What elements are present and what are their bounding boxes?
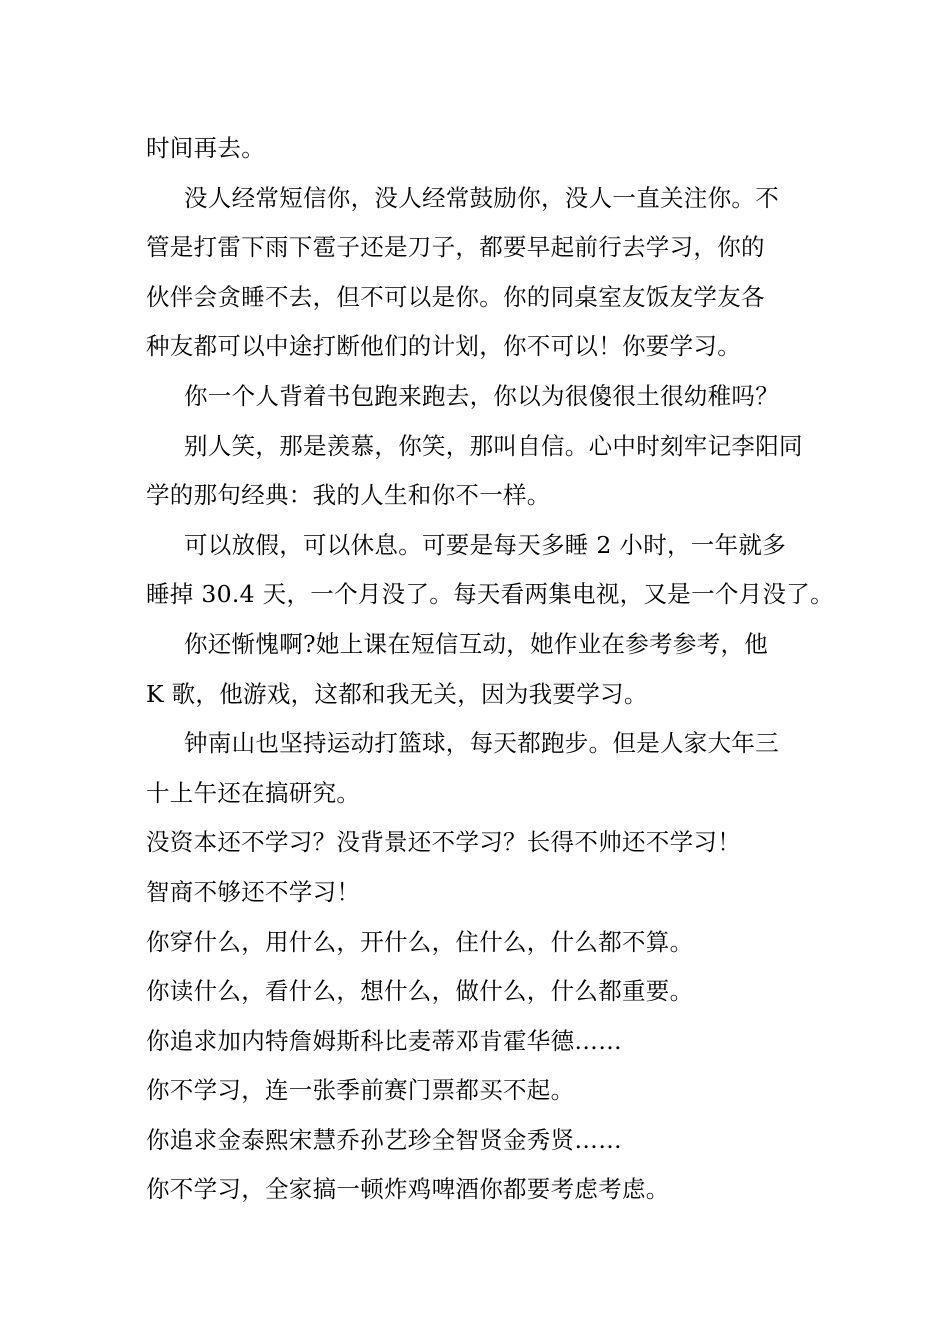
text-line: 智商不够还不学习！ <box>146 877 361 906</box>
text-line: 你追求加内特詹姆斯科比麦蒂邓肯霍华德…… <box>146 1026 622 1055</box>
body-text <box>146 124 834 1215</box>
text-line: 种友都可以中途打断他们的计划，你不可以！你要学习。 <box>146 332 741 361</box>
text-line: 你穿什么，用什么，开什么，住什么，什么都不算。 <box>146 927 694 956</box>
text-line: K 歌，他游戏，这都和我无关，因为我要学习。 <box>146 679 648 708</box>
text-line: 十上午还在搞研究。 <box>146 778 361 807</box>
text-line: 睡掉 30.4 天，一个月没了。每天看两集电视，又是一个月没了。 <box>146 580 834 609</box>
text-line: 你读什么，看什么，想什么，做什么，什么都重要。 <box>146 977 694 1006</box>
text-line: 管是打雷下雨下雹子还是刀子，都要早起前行去学习，你的 <box>146 233 765 262</box>
text-line: 可以放假，可以休息。可要是每天多睡 2 小时，一年就多 <box>184 530 786 559</box>
text-line: 没资本还不学习？没背景还不学习？长得不帅还不学习！ <box>146 828 741 857</box>
text-line: 别人笑，那是羡慕，你笑，那叫自信。心中时刻牢记李阳同 <box>184 431 803 460</box>
text-line: 你不学习，全家搞一顿炸鸡啤酒你都要考虑考虑。 <box>146 1175 670 1204</box>
text-line: 没人经常短信你，没人经常鼓励你，没人一直关注你。不 <box>184 183 779 212</box>
text-line: 你还惭愧啊?她上课在短信互动，她作业在参考参考，他 <box>184 629 769 658</box>
text-line: 你追求金泰熙宋慧乔孙艺珍全智贤金秀贤…… <box>146 1125 622 1154</box>
text-line: 伙伴会贪睡不去，但不可以是你。你的同桌室友饭友学友各 <box>146 282 765 311</box>
text-line: 学的那句经典：我的人生和你不一样。 <box>146 481 551 510</box>
text-line: 时间再去。 <box>146 134 265 162</box>
text-line: 钟南山也坚持运动打篮球，每天都跑步。但是人家大年三 <box>184 729 779 758</box>
text-line: 你不学习，连一张季前赛门票都买不起。 <box>146 1076 575 1105</box>
text-line: 你一个人背着书包跑来跑去，你以为很傻很土很幼稚吗？ <box>184 381 779 410</box>
